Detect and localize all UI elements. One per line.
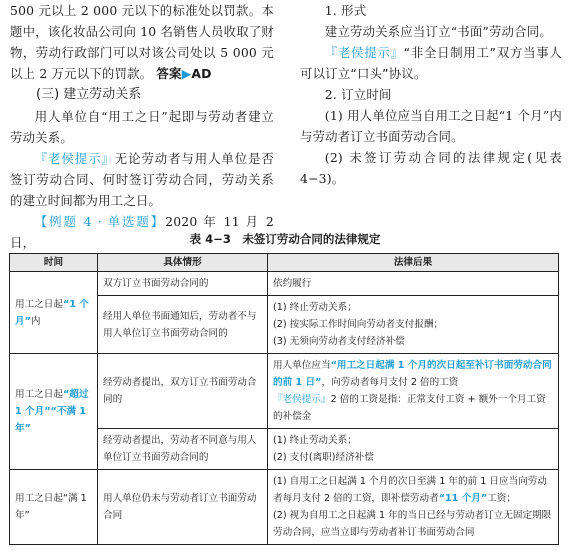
tip-label: 『老侯提示』 bbox=[273, 394, 331, 405]
situation-cell: 双方订立书面劳动合同的 bbox=[98, 272, 268, 296]
example-text: 2020 年 11 月 2 日， bbox=[10, 214, 274, 250]
text: 用工之日起 bbox=[15, 389, 63, 400]
table-row bbox=[10, 470, 559, 545]
paragraph-written-contract: 建立劳动关系应当订立“书面”劳动合同。 bbox=[324, 24, 552, 39]
tip-text: 无论劳动者与用人单位是否签订劳动合同、何时签订劳动合同，劳动关系的建立时间都为用工之日。 bbox=[10, 151, 274, 208]
highlight: “1 个月” bbox=[15, 298, 89, 327]
paragraph-employment-relationship: 用人单位自“用工之日”起即与劳动者建立劳动关系。 bbox=[10, 109, 274, 145]
right-column bbox=[300, 0, 562, 189]
table-caption: 表 4−3 未签订劳动合同的法律规定 bbox=[189, 232, 381, 246]
section-heading: (三) 建立劳动关系 bbox=[36, 87, 142, 102]
text: 用工之日起 bbox=[15, 298, 63, 310]
situation-cell: 用人单位仍未与劳动者订立书面劳动合同 bbox=[98, 470, 268, 545]
answer-value: AD bbox=[191, 66, 212, 81]
situation-cell: 经用人单位书面通知后，劳动者不与用人单位订立书面劳动合同的 bbox=[98, 296, 268, 354]
result-line: (2) 按实际工作时间向劳动者支付报酬； bbox=[273, 319, 444, 330]
result-cell bbox=[268, 429, 559, 470]
text: 工资； bbox=[487, 493, 516, 504]
result-line: (1) 终止劳动关系； bbox=[273, 302, 357, 313]
highlight: “11 个月” bbox=[438, 493, 488, 504]
tip-label: 『老侯提示』 bbox=[324, 45, 404, 60]
result-line: (2) 支付(离职)经济补偿 bbox=[273, 452, 374, 463]
result-line: (2) 视为自用工之日起满 1 年的当日已经与劳动者订立无固定期限劳动合同，应当立即与劳动者补订书面劳动合同 bbox=[273, 510, 552, 538]
situation-cell: 经劳动者提出，双方订立书面劳动合同的 bbox=[98, 354, 268, 429]
header-result: 法律后果 bbox=[268, 254, 559, 272]
tip-paragraph-right bbox=[300, 42, 562, 84]
result-cell: 依约履行 bbox=[268, 272, 559, 296]
result-line: (3) 无须向劳动者支付经济补偿 bbox=[273, 336, 405, 347]
highlight: “用工之日起满 1 个月的次日起至补订书面劳动合同的前 1 日” bbox=[273, 360, 552, 388]
table-row bbox=[10, 272, 559, 296]
result-cell bbox=[268, 470, 559, 545]
tip-paragraph bbox=[10, 148, 274, 211]
paragraph-legal-rules: (2) 未签订劳动合同的法律规定(见表 4−3)。 bbox=[300, 150, 562, 186]
text: (1) 自用工之日起满 1 个月的次日至满 1 年的前 1 日应当向劳动者每月支付 2 倍的工资，即补偿劳动者 bbox=[273, 476, 547, 504]
text: 用人单位应当 bbox=[273, 360, 331, 371]
situation-cell: 经劳动者提出，劳动者不同意与用人单位订立书面劳动合同的 bbox=[98, 429, 268, 470]
text: ，向劳动者每月支付 2 倍的工资 bbox=[321, 377, 459, 388]
paragraph-fine-explanation bbox=[10, 0, 274, 84]
result-cell bbox=[268, 354, 559, 429]
result-tip bbox=[273, 391, 553, 425]
heading-time: 2. 订立时间 bbox=[324, 87, 392, 102]
tip-label: 『老侯提示』 bbox=[34, 151, 115, 166]
text: 内 bbox=[30, 315, 41, 327]
text: 500 元以上 2 000 元以下的标准处以罚款。本题中，该化妆品公司向 10 名销售人员收取了财物，劳动行政部门可以对该公司处以 5 000 元以上 2 万元以下的罚款。 bbox=[10, 3, 274, 81]
time-cell-one-year: 用工之日起“满 1 年” bbox=[10, 470, 98, 545]
heading-form: 1. 形式 bbox=[324, 3, 367, 18]
paragraph-one-month: (1) 用人单位应当自用工之日起“1 个月”内与劳动者订立书面劳动合同。 bbox=[300, 108, 562, 144]
table-header-row bbox=[10, 254, 559, 272]
tip-text: 2 倍的工资是指：正常支付工资 + 额外一个月工资的补偿金 bbox=[273, 394, 546, 422]
header-situation: 具体情形 bbox=[98, 254, 268, 272]
time-cell-within-one-month bbox=[10, 272, 98, 354]
answer-arrow-icon: ▶ bbox=[181, 66, 192, 81]
highlight: “超过 1 个月”“不满 1 年” bbox=[15, 389, 89, 434]
table-row bbox=[10, 354, 559, 429]
header-time: 时间 bbox=[10, 254, 98, 272]
time-cell-over-one-month bbox=[10, 354, 98, 470]
result-cell bbox=[268, 296, 559, 354]
result-line bbox=[273, 357, 553, 391]
example-label: 【例题 4 · 单选题】 bbox=[34, 214, 166, 229]
result-line bbox=[273, 473, 553, 507]
answer-label: 答案 bbox=[156, 66, 182, 81]
result-line: (1) 终止劳动关系； bbox=[273, 435, 357, 446]
tip-text: “非全日制用工”双方当事人可以订立“口头”协议。 bbox=[300, 45, 562, 81]
legal-rules-table bbox=[9, 253, 559, 545]
left-column bbox=[10, 0, 274, 253]
